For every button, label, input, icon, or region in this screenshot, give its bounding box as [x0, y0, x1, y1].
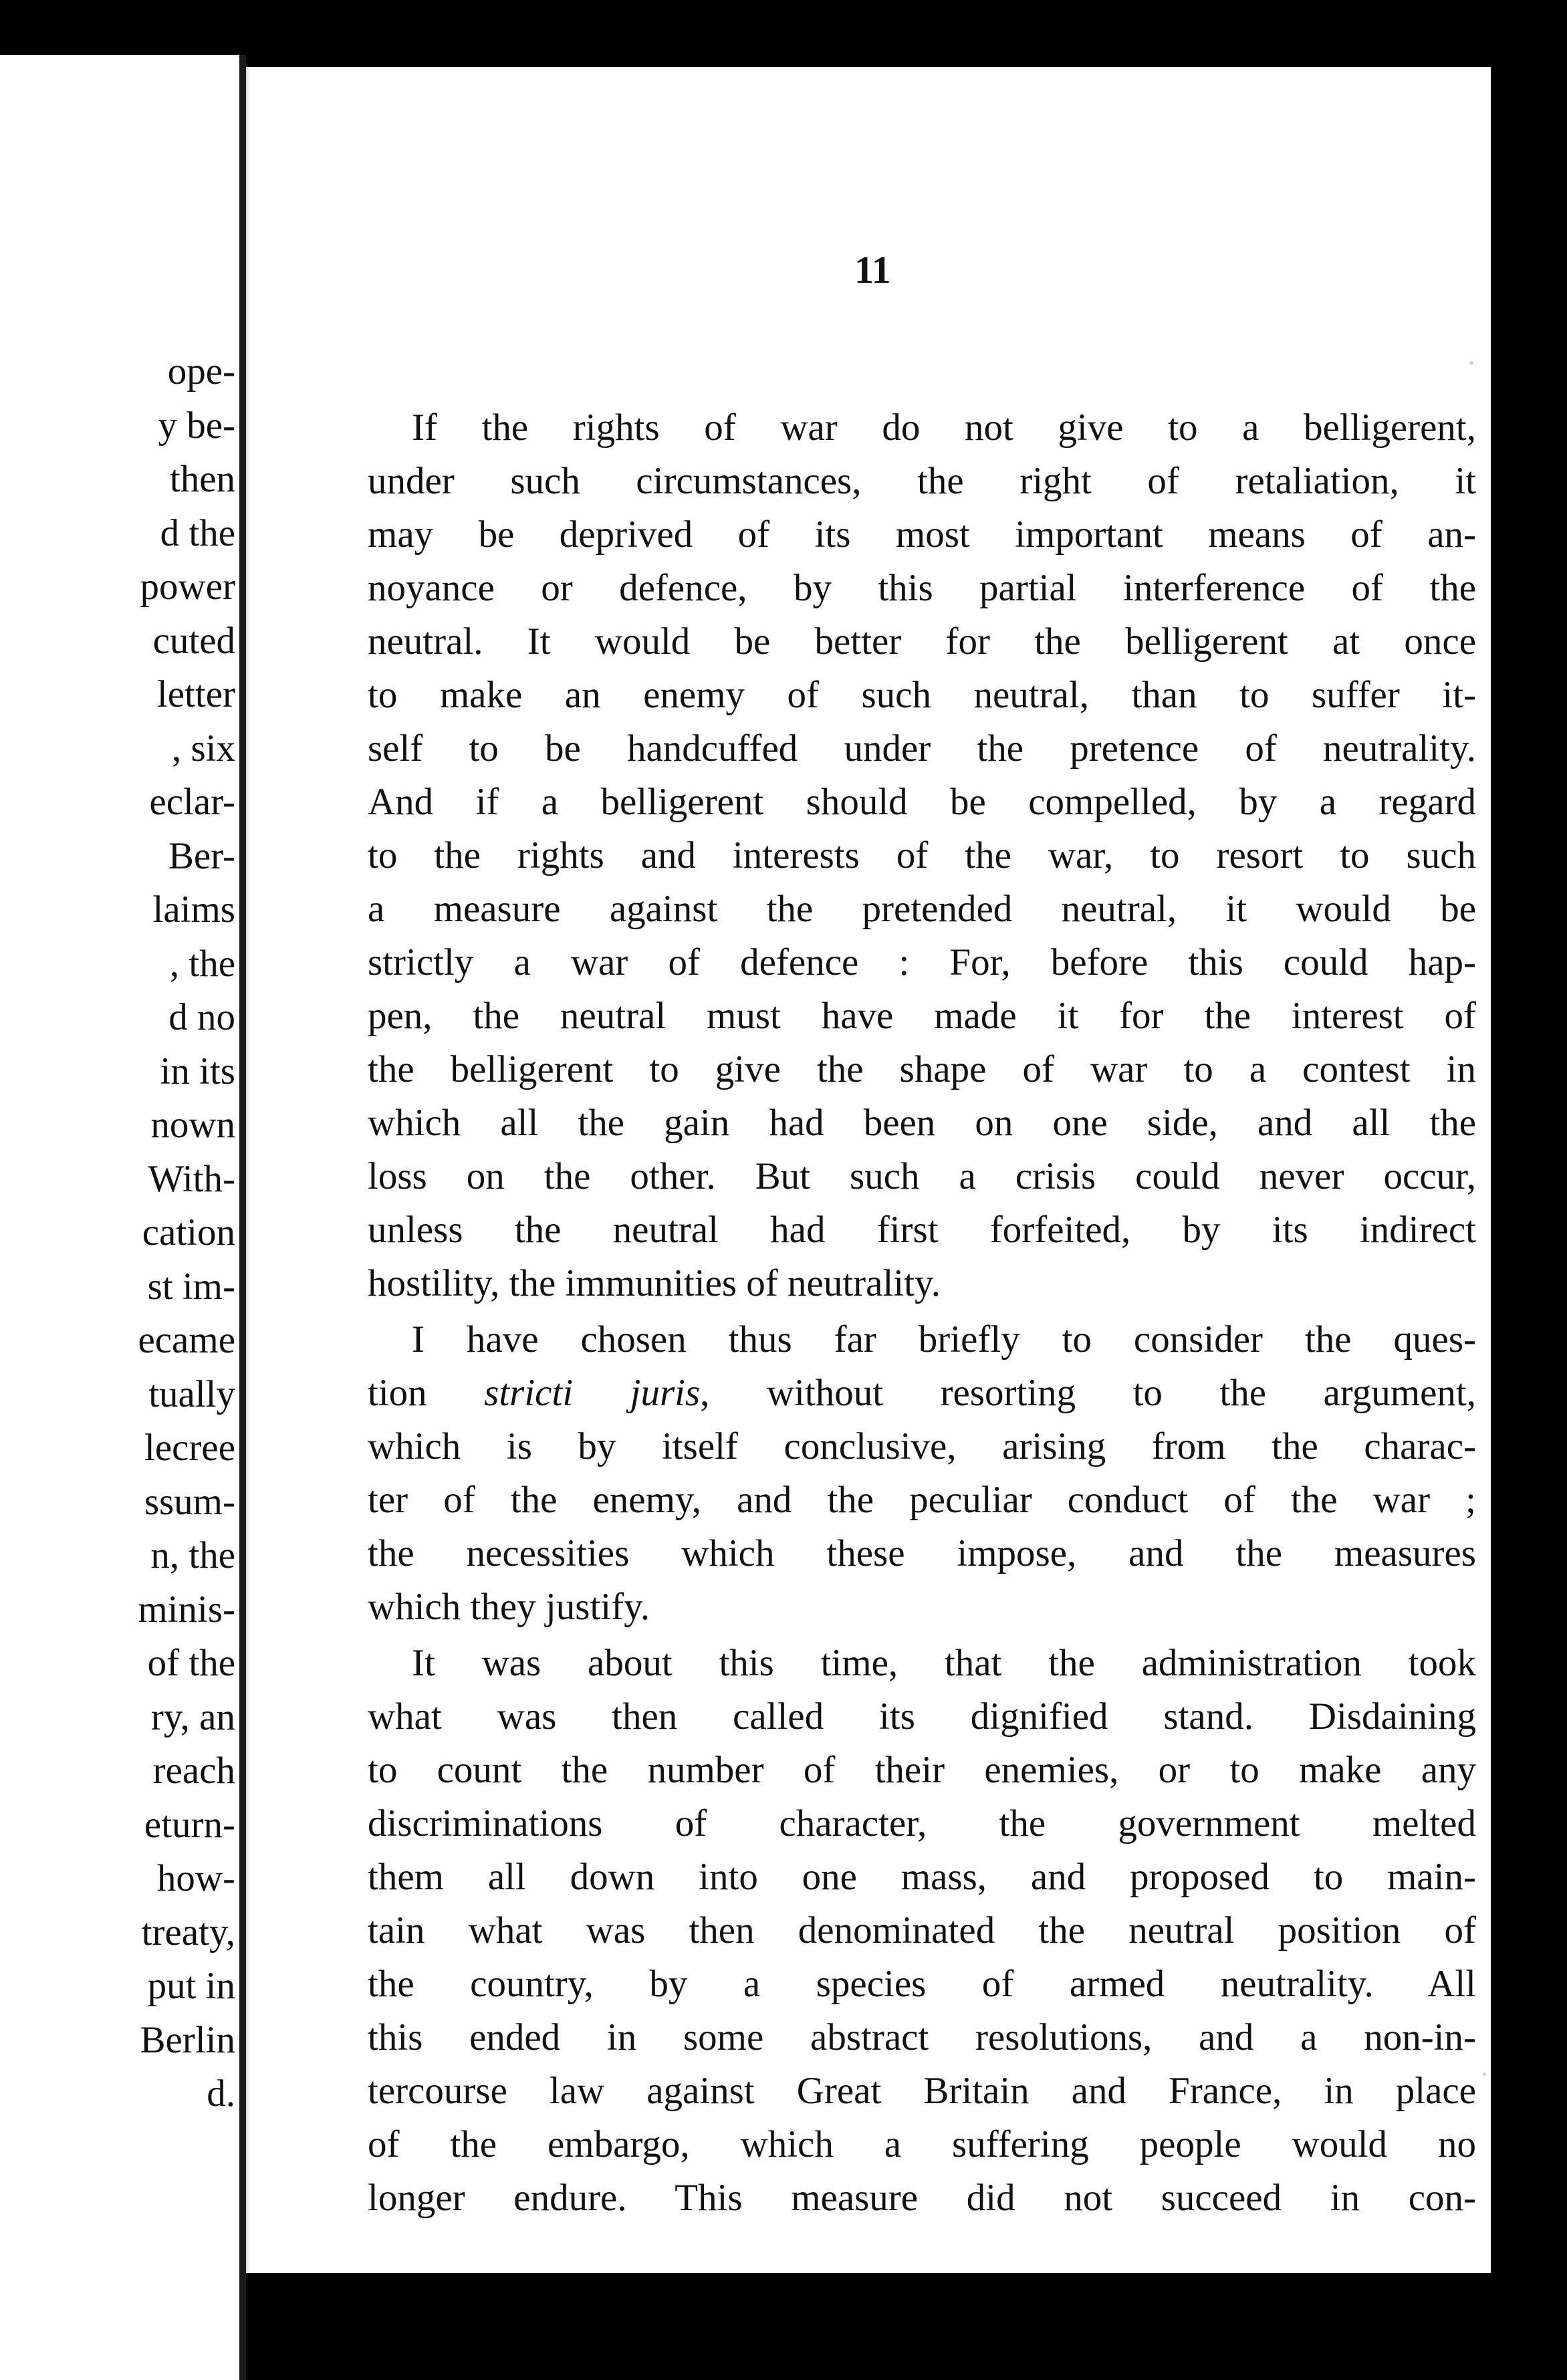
facing-page-line: d the — [160, 511, 235, 554]
facing-page-line: ssum- — [144, 1480, 235, 1523]
text-line: If the rights of war do not give to a belligerent, — [412, 406, 1476, 449]
facing-page-line: st im- — [147, 1265, 235, 1308]
text-line: strictly a war of defence : For, before this could hap- — [368, 941, 1476, 983]
facing-page-line: treaty, — [141, 1911, 235, 1953]
facing-page-line: , six — [171, 727, 235, 769]
facing-page-line: Berlin — [140, 2018, 235, 2061]
facing-page-line: , the — [169, 942, 235, 985]
paper-speck — [1483, 2072, 1486, 2076]
text-line: longer endure. This measure did not succeed in con- — [368, 2177, 1476, 2219]
facing-page-line: nown — [150, 1104, 235, 1146]
text-line: And if a belligerent should be compelled, by a regard — [368, 781, 1476, 823]
facing-page-line: in its — [160, 1050, 235, 1092]
text-line: them all down into one mass, and proposed to main- — [368, 1856, 1476, 1898]
text-line: under such circumstances, the right of retaliation, it — [368, 460, 1476, 502]
facing-page-line: of the — [147, 1642, 235, 1684]
paper-speck — [1469, 361, 1473, 365]
text-line: I have chosen thus far briefly to consider the ques- — [412, 1318, 1476, 1360]
text-line: to the rights and interests of the war, to resort to such — [368, 834, 1476, 876]
text-line: the belligerent to give the shape of war to a contest in — [368, 1048, 1476, 1090]
text-line: to count the number of their enemies, or to make any — [368, 1749, 1476, 1791]
page-number: 11 — [854, 248, 891, 291]
facing-page-line: lecree — [144, 1427, 235, 1469]
facing-page-line: Ber- — [168, 834, 235, 877]
facing-page-line: ecame — [138, 1319, 235, 1361]
text-line: may be deprived of its most important means of an- — [368, 513, 1476, 556]
binding-edge — [246, 67, 250, 2273]
text-line: of the embargo, which a suffering people would no — [368, 2123, 1476, 2165]
text-line: which is by itself conclusive, arising from the charac- — [368, 1425, 1476, 1467]
facing-page-line: ry, an — [150, 1695, 235, 1738]
facing-page-line: eclar- — [149, 781, 235, 823]
facing-page-line: then — [169, 458, 235, 500]
facing-page-line: minis- — [138, 1588, 235, 1631]
facing-page-line: reach — [152, 1750, 235, 1792]
book-gutter — [239, 55, 246, 2380]
text-line: noyance or defence, by this partial interference of the — [368, 567, 1476, 609]
facing-page-fragment — [0, 55, 239, 2380]
facing-page-line: eturn- — [144, 1803, 235, 1846]
book-page — [246, 67, 1491, 2273]
facing-page-line: put in — [147, 1965, 235, 2007]
text-line: the country, by a species of armed neutrality. All — [368, 1963, 1476, 2005]
facing-page-line: letter — [156, 673, 235, 715]
paragraph — [368, 1313, 1476, 1634]
text-line: pen, the neutral must have made it for the interest of — [368, 995, 1476, 1037]
facing-page-line: tually — [148, 1373, 235, 1415]
facing-page-line: cuted — [152, 619, 235, 662]
facing-page-line: how- — [156, 1857, 235, 1899]
facing-page-line: n, the — [150, 1534, 235, 1576]
text-line: self to be handcuffed under the pretence of neutrality. — [368, 727, 1476, 769]
text-line: discriminations of character, the government melted — [368, 1802, 1476, 1844]
text-line: which they justify. — [368, 1586, 650, 1628]
italic-phrase: stricti juris — [484, 1372, 701, 1414]
paragraph — [368, 401, 1476, 1310]
facing-page-line: y be- — [158, 404, 235, 447]
page-body-text — [368, 401, 1476, 2225]
facing-page-line: laims — [152, 888, 235, 931]
text-line: neutral. It would be better for the belligerent at once — [368, 620, 1476, 663]
text-line: tion stricti juris, without resorting to the argument, — [368, 1372, 1476, 1414]
text-line: the necessities which these impose, and the measures — [368, 1532, 1476, 1574]
text-line: a measure against the pretended neutral, it would be — [368, 888, 1476, 930]
text-line: It was about this time, that the administration took — [412, 1642, 1476, 1684]
text-line: loss on the other. But such a crisis could never occur, — [368, 1155, 1476, 1197]
text-line: hostility, the immunities of neutrality. — [368, 1262, 941, 1304]
text-line: tercourse law against Great Britain and France, in place — [368, 2070, 1476, 2112]
facing-page-line: d. — [207, 2072, 235, 2115]
text-line: which all the gain had been on one side, and all the — [368, 1102, 1476, 1144]
text-line: tain what was then denominated the neutral position of — [368, 1909, 1476, 1951]
facing-page-line: With- — [148, 1157, 235, 1200]
text-line: to make an enemy of such neutral, than to suffer it- — [368, 674, 1476, 716]
facing-page-line: cation — [142, 1211, 235, 1254]
text-line: unless the neutral had first forfeited, by its indirect — [368, 1209, 1476, 1251]
text-line: this ended in some abstract resolutions, and a non-in- — [368, 2016, 1476, 2058]
text-line: what was then called its dignified stand. Disdaining — [368, 1695, 1476, 1738]
paragraph — [368, 1637, 1476, 2225]
facing-page-line: d no — [168, 996, 235, 1038]
facing-page-line: power — [140, 566, 235, 608]
facing-page-line: ope- — [167, 350, 235, 392]
text-line: ter of the enemy, and the peculiar conduct of the war ; — [368, 1479, 1476, 1521]
